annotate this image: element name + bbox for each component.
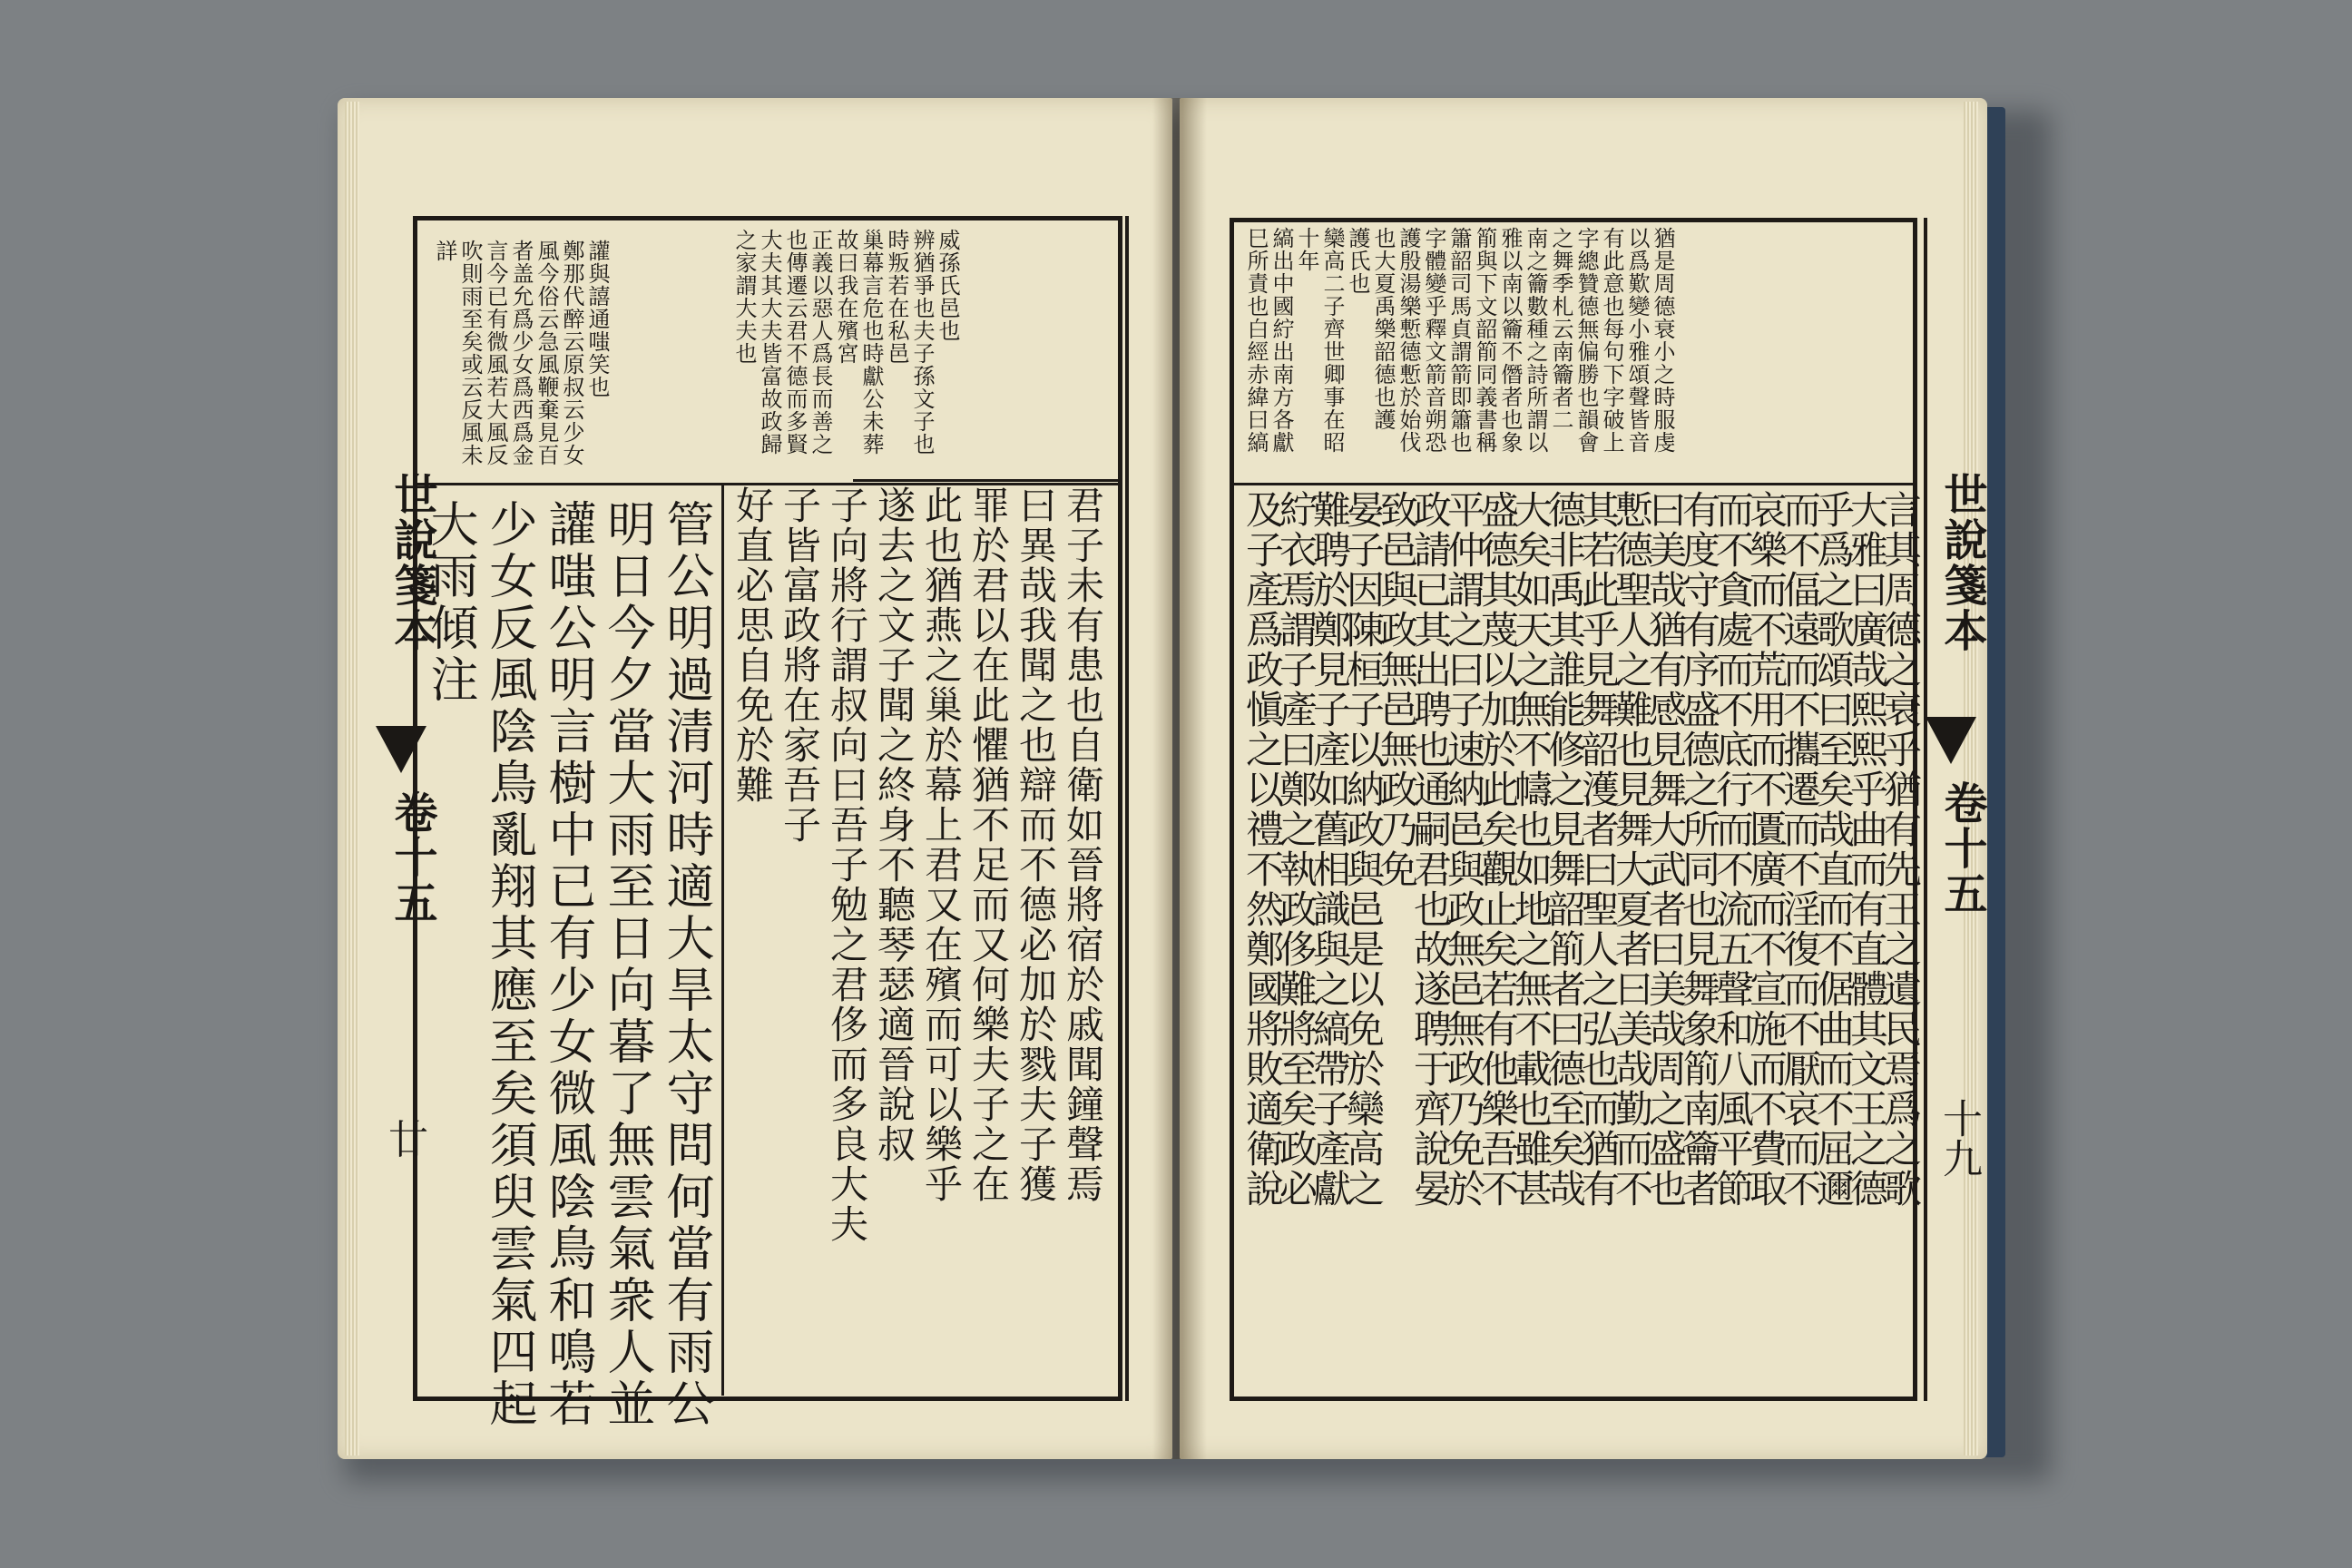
right-note-col: 以爲歎變小雅頌聲皆音 [1624,227,1650,454]
main-text-col: 德非禹其誰能修之見舞韶箾者曰德至矣哉 [1543,490,1587,1209]
main-text-col: 此也猶燕之巢於幕上君又在殯而可以樂乎 [919,485,964,1204]
main-text-col: 少女反風陰鳥亂翔其應至矣須臾雲氣四起 [482,499,537,1430]
main-text-col: 哀樂而不荒用而不匱廣而不宣施而不費取 [1744,490,1788,1209]
left-note-col: 鄭那代醉云原叔云少女 [559,240,584,466]
right-folio: 十九 [1936,1098,1982,1178]
right-gutter-rule [1924,218,1927,1401]
left-note-col: 威孫氏邑也 [935,229,960,342]
right-note-col: 護氏也 [1345,227,1370,295]
right-block-title: 世說箋本 [1936,472,1987,653]
main-text-col: 子皆富政將在家吾子 [778,485,822,845]
main-text-col: 乎爲之歌頌曰至矣哉直而不倨曲而不屈邇 [1811,490,1856,1209]
left-note-col: 辨猶爭也夫子孫文子也 [909,229,935,456]
page-stack-left [345,102,359,1455]
main-text-col: 明日今夕當大雨至日向暮了無雲氣衆人並 [600,499,655,1430]
right-note-col: 巳所責也白經赤緯曰縞 [1243,227,1269,454]
right-block-volume: 卷十五 [1936,780,1987,916]
main-text-col: 罪於君以在此懼猶不足而又何樂夫子之在 [966,485,1011,1204]
right-note-col: 字體變乎釋文箭音朔恐 [1421,227,1446,454]
main-text-col: 平仲謂之曰子速納邑與政無邑無政乃免於 [1442,490,1486,1209]
left-note-col: 巢幕言危也時獻公未葬 [858,229,884,456]
left-note-col: 之家謂大夫也 [731,229,757,365]
main-text-col: 盛德其蔑以加於此矣觀止矣若有他樂吾不 [1475,490,1520,1209]
main-text-col: 慙德聖人之難也見舞大夏者曰美哉勤而不 [1610,490,1654,1209]
right-note-col: 簫韶司馬貞謂箭即簫也 [1446,227,1472,454]
main-text-col: 紵衣焉謂子產曰鄭之執政侈難將至矣政必 [1274,490,1318,1209]
right-note-col: 猶是周德衰小之時服虔 [1650,227,1675,454]
main-text-col: 好直必思自免於難 [730,485,775,805]
main-text-col: 曰美哉猶有感見舞大武者曰美哉周之盛也 [1643,490,1688,1209]
right-note-col: 十年 [1294,227,1319,272]
left-block-title: 世說箋本 [387,472,437,653]
main-text-col: 大雨傾注 [423,499,478,706]
left-note-col: 時叛若在私邑 [884,229,909,365]
left-note-col: 風今俗云急風鞭棄見百 [534,240,559,466]
main-text-col: 而不偪遠而不攜遷而不淫復而不厭哀而不 [1778,490,1822,1209]
left-note-col: 也傳遷云君不德而多賢 [782,229,808,456]
right-note-col: 護殷湯樂慙德慙於始伐 [1396,227,1421,454]
main-text-col: 晏子因陳桓子以納政與邑是以免於欒高之 [1341,490,1386,1209]
main-text-col: 政請已其出聘也通嗣君也故遂聘于齊說晏 [1408,490,1453,1209]
left-block-volume: 卷十五 [387,789,437,926]
right-note-col: 欒高二子齊世卿事在昭 [1319,227,1345,454]
right-note-col: 也大夏禹樂韶德也護 [1370,227,1396,431]
left-folio: 廿 [388,1117,428,1163]
main-text-col: 大雅曰廣哉熙熙乎曲而有直體其文王之德 [1845,490,1889,1209]
main-text-col: 難聘於鄭見子產如舊相識與之縞帶子產獻 [1308,490,1352,1209]
main-text-col: 曰異哉我聞之也辯而不德必加於戮夫子獲 [1014,485,1058,1204]
main-text-col: 君子未有患也自衛如晉將宿於戚聞鐘聲焉 [1061,485,1105,1204]
book-gutter [1152,98,1207,1459]
main-text-col: 而不貪處而不底行而不流五聲和八風平節 [1710,490,1755,1209]
main-text-col: 致邑與政無邑無政乃免 [1375,490,1419,889]
main-text-col: 大矣如天之無不幬也如地之無不載也雖甚 [1509,490,1553,1209]
left-note-col: 故曰我在殯宮 [833,229,858,365]
right-note-col: 縞出中國紵出南方各獻 [1269,227,1294,454]
main-text-col: 遂去之文子聞之終身不聽琴瑟適晉說叔 [872,485,916,1164]
left-note-col: 讙與譆通嗤笑也 [584,240,610,398]
right-note-col: 箾與下文韶箾同義書稱 [1472,227,1497,454]
header-divider [417,483,1121,485]
fish-tail-mark [376,726,426,773]
left-gutter-rule [1125,216,1129,1401]
main-text-col: 有度守有序盛德之所同也見舞象箾南籥者 [1677,490,1721,1209]
main-text-col: 讙嗤公明言樹中已有少女微風陰鳥和鳴若 [541,499,596,1430]
left-note-col: 詳 [432,240,457,262]
header-divider [1234,483,1915,485]
left-note-col: 吹則雨至矣或云反風未 [457,240,483,466]
main-text-col: 言其周德之衰乎猶有先王之遺民焉爲之歌 [1878,490,1923,1209]
column-divider [721,485,724,1396]
main-text-col: 管公明過清河時適大旱太守問何當有雨公 [659,499,714,1430]
fish-tail-mark [1926,717,1976,764]
right-note-col: 字總贊德無偏勝也韻會 [1573,227,1599,454]
right-note-col: 之舞季札云南籥者二 [1548,227,1573,431]
right-note-col: 南之籥數種之詩所謂以 [1523,227,1548,454]
main-text-col: 其若此乎見舞韶濩者曰聖人之弘也而猶有 [1576,490,1621,1209]
left-note-col: 大夫其大夫皆富故政歸 [757,229,782,456]
main-text-col: 及子產爲政愼之以禮不然鄭國將敗適衛說 [1240,490,1285,1209]
left-note-col: 正義以惡人爲長而善之 [808,229,833,456]
left-note-col: 者盖允爲少女爲西爲金 [508,240,534,466]
right-note-col: 雅以南以籥不僭者也象 [1497,227,1523,454]
main-text-col: 子向將行謂叔向曰吾子勉之君侈而多良大夫 [825,485,869,1244]
right-note-col: 有此意也每句下字破上 [1599,227,1624,454]
left-note-col: 言今已有微風若大風反 [483,240,508,466]
